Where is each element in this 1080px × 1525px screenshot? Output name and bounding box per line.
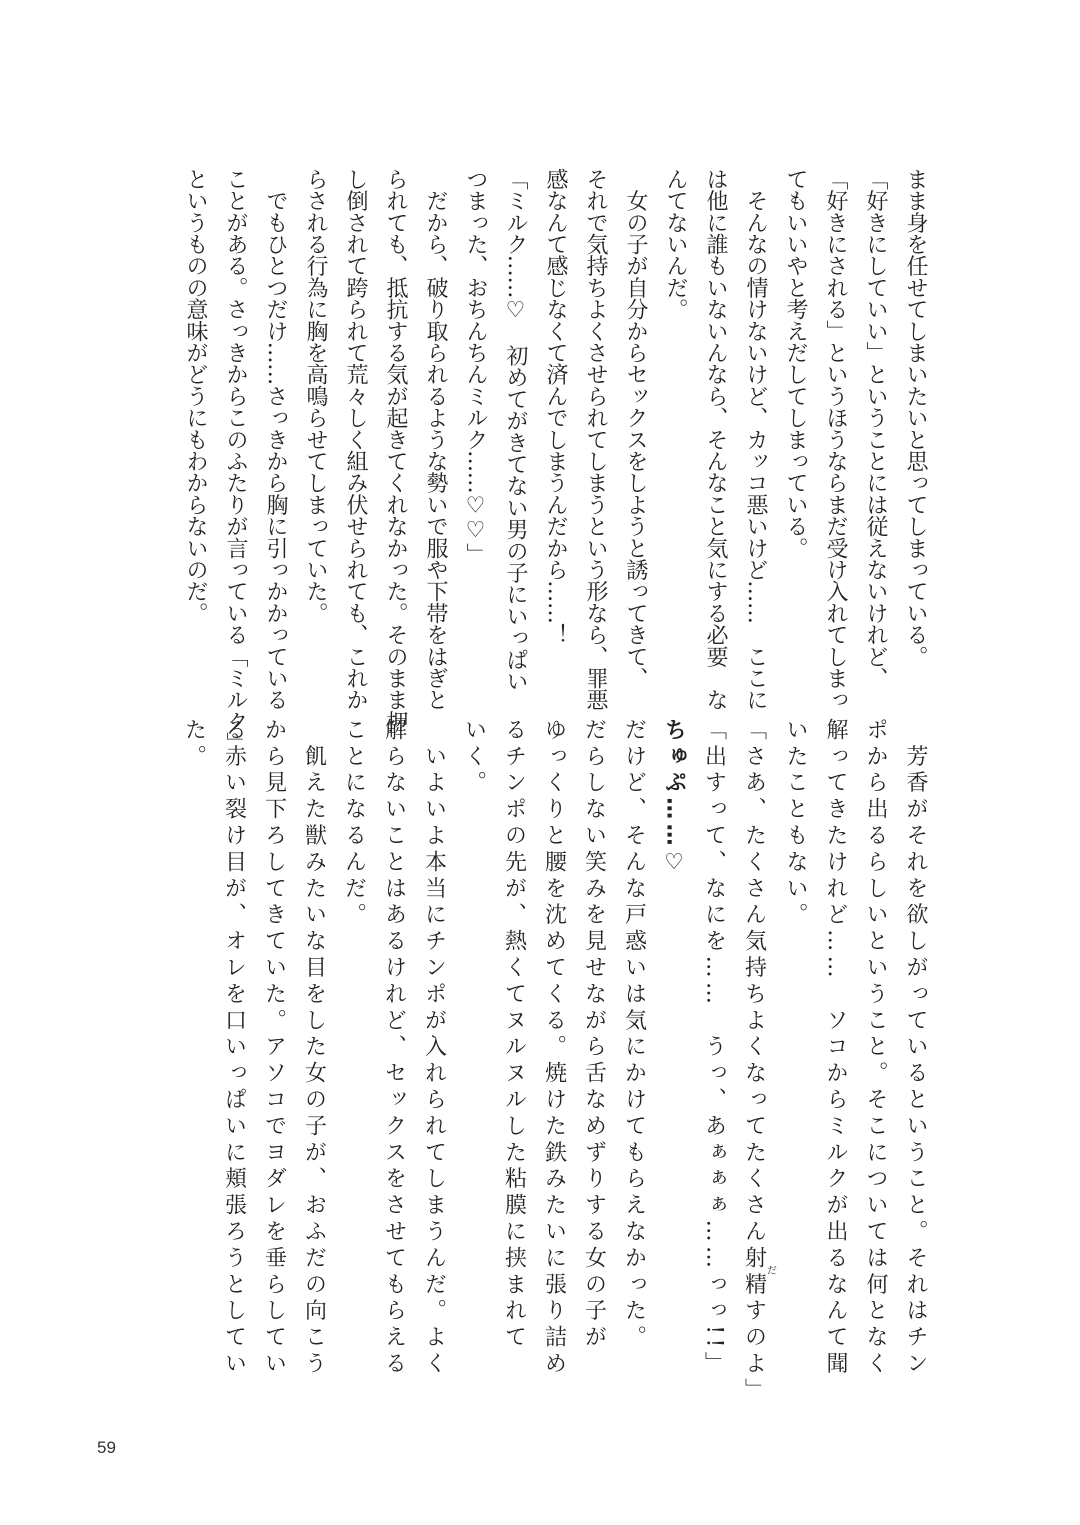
text-line: だらしない笑みを見せながら舌なめずりする女の子が (581, 718, 607, 1352)
text-line: いく。 (461, 718, 487, 798)
text-line: る赤い裂け目が、オレを口いっぱいに頬張ろうとしてい (221, 718, 247, 1378)
ruby-word (741, 1246, 776, 1299)
top-text-block (175, 168, 935, 754)
text-line: んてないんだ。 (663, 168, 688, 320)
text-line: そんなの情けないけど、カッコ悪いけど…… ここに (743, 168, 768, 711)
ruby-text: だ (764, 1246, 776, 1299)
text-line: つまった、おちんちんミルク……♡♡」 (463, 168, 488, 565)
text-line: てもいいやと考えだしてしまっている。 (783, 168, 808, 559)
dialogue-text: 「さあ、たくさん気持ちよくなってたくさん (741, 718, 767, 1246)
text-line: いよいよ本当にチンポが入れられてしまうんだ。よく (421, 718, 447, 1378)
text-line: 「好きにしていい」ということには従えないけれど、 (863, 168, 888, 689)
text-line: た。 (181, 718, 207, 771)
text-line: ポから出るらしいということ。そこについては何となく (863, 718, 888, 1378)
page-number: 59 (97, 1438, 116, 1457)
text-line: 解らないことはあるけれど、セックスをさせてもらえる (381, 718, 407, 1378)
text-line: というものの意味がどうにもわからないのだ。 (183, 168, 208, 624)
text-line: 解ってきたけれど…… ソコからミルクが出るなんて聞 (823, 718, 848, 1378)
text-line: らされる行為に胸を高鳴らせてしまっていた。 (303, 168, 328, 624)
text-line: るチンポの先が、熱くてヌルヌルした粘膜に挟まれて (501, 718, 527, 1352)
text-line: ことがある。さっきからこのふたりが言っている「ミルク」 (223, 168, 248, 754)
text-line: から見下ろしてきていた。アソコでヨダレを垂らしてい (261, 718, 287, 1378)
text-line: 感なんて感じなくて済んでしまうんだから……！ (543, 168, 568, 646)
text-line: でもひとつだけ……さっきから胸に引っかかっている (263, 168, 288, 711)
text-line: 「ミルク……♡ 初めてがきてない男の子にいっぱい (503, 168, 528, 692)
text-line: 「好きにされる」というほうならまだ受け入れてしまっ (823, 168, 848, 711)
text-line: だから、破り取られるような勢いで服や下帯をはぎと (423, 168, 448, 711)
text-line: 女の子が自分からセックスをしようと誘ってきて、 (623, 168, 648, 689)
ruby-base: 射精 (741, 1246, 767, 1299)
text-line: ことになるんだ。 (341, 718, 367, 930)
dialogue-line: 「出すって、なにを…… うっ、あぁぁぁ……っっ!!」 (701, 718, 727, 1379)
dialogue-line (734, 718, 776, 1405)
text-line: 芳香がそれを欲しがっているということ。それはチン (903, 718, 928, 1378)
text-line: し倒されて跨られて荒々しく組み伏せられても、これか (343, 168, 368, 711)
text-line: まま身を任せてしまいたいと思ってしまっている。 (903, 168, 928, 668)
bottom-text-block (174, 718, 936, 1405)
sound-effect: ちゅぷ……♡ (661, 718, 687, 880)
text-line: られても、抵抗する気が起きてくれなかった。そのまま押 (383, 168, 408, 733)
text-line: ゆっくりと腰を沈めてくる。焼けた鉄みたいに張り詰め (541, 718, 567, 1378)
text-line: だけど、そんな戸惑いは気にかけてもらえなかった。 (621, 718, 647, 1352)
text-line: それで気持ちよくさせられてしまうという形なら、罪悪 (583, 168, 608, 711)
text-line: いたこともない。 (783, 718, 808, 930)
dialogue-text: すのよ」 (741, 1298, 767, 1405)
text-line: は他に誰もいないんなら、そんなこと気にする必要 な (703, 168, 728, 711)
text-line: 飢えた獣みたいな目をした女の子が、おふだの向こう (301, 718, 327, 1378)
